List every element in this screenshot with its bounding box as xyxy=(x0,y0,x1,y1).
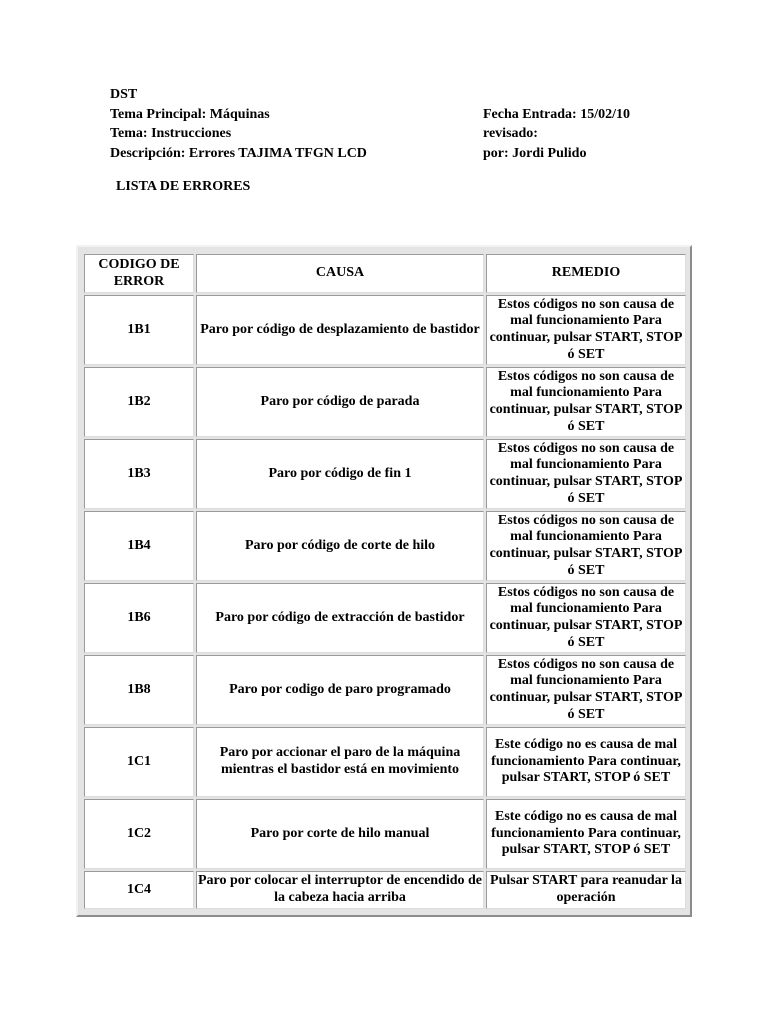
error-cause: Paro por código de extracción de bastidor xyxy=(196,583,484,653)
error-remedy: Estos códigos no son causa de mal funcionamiento Para continuar, pulsar START, STOP ó SET xyxy=(486,367,686,437)
table-row xyxy=(84,871,686,909)
error-code: 1B8 xyxy=(84,655,194,725)
error-code: 1B1 xyxy=(84,295,194,365)
header-por: por: Jordi Pulido xyxy=(483,145,587,161)
error-cause: Paro por codigo de paro programado xyxy=(196,655,484,725)
table-row xyxy=(84,295,686,365)
table-row xyxy=(84,727,686,797)
error-code: 1C4 xyxy=(84,871,194,909)
header-revisado: revisado: xyxy=(483,126,538,141)
table-row xyxy=(84,367,686,437)
error-remedy: Estos códigos no son causa de mal funcionamiento Para continuar, pulsar START, STOP ó SET xyxy=(486,295,686,365)
table-row xyxy=(84,511,686,581)
header-causa: CAUSA xyxy=(196,254,484,293)
error-remedy: Estos códigos no son causa de mal funcionamiento Para continuar, pulsar START, STOP ó SET xyxy=(486,439,686,509)
header-row xyxy=(110,124,670,144)
table-row xyxy=(84,655,686,725)
header-row xyxy=(110,144,670,164)
header-tema: Tema: Instrucciones xyxy=(110,126,232,141)
error-remedy: Este código no es causa de mal funcionamiento Para continuar, pulsar START, STOP ó SET xyxy=(486,727,686,797)
error-code: 1B2 xyxy=(84,367,194,437)
table-header-row xyxy=(84,254,686,293)
error-remedy: Pulsar START para reanudar la operación xyxy=(486,871,686,909)
header-tema-principal: Tema Principal: Máquinas xyxy=(110,106,270,122)
error-code: 1B4 xyxy=(84,511,194,581)
error-cause: Paro por código de parada xyxy=(196,367,484,437)
error-remedy: Estos códigos no son causa de mal funcionamiento Para continuar, pulsar START, STOP ó SET xyxy=(486,511,686,581)
table-row xyxy=(84,439,686,509)
error-cause: Paro por colocar el interruptor de encendido de la cabeza hacia arriba xyxy=(196,871,484,909)
error-table-frame xyxy=(76,245,692,917)
error-cause: Paro por código de corte de hilo xyxy=(196,511,484,581)
header-dst: DST xyxy=(110,87,138,102)
error-code: 1C2 xyxy=(84,799,194,869)
error-remedy: Estos códigos no son causa de mal funcionamiento Para continuar, pulsar START, STOP ó SET xyxy=(486,655,686,725)
list-title: LISTA DE ERRORES xyxy=(116,179,251,194)
document-header xyxy=(110,85,670,163)
error-table xyxy=(82,252,688,911)
header-codigo: CODIGO DE ERROR xyxy=(84,254,194,293)
header-row xyxy=(110,85,670,105)
header-remedio: REMEDIO xyxy=(486,254,686,293)
error-code: 1B3 xyxy=(84,439,194,509)
table-row xyxy=(84,583,686,653)
error-remedy: Estos códigos no son causa de mal funcionamiento Para continuar, pulsar START, STOP ó SET xyxy=(486,583,686,653)
error-cause: Paro por código de desplazamiento de bastidor xyxy=(196,295,484,365)
header-row xyxy=(110,105,670,125)
header-descripcion: Descripción: Errores TAJIMA TFGN LCD xyxy=(110,145,367,161)
error-cause: Paro por corte de hilo manual xyxy=(196,799,484,869)
table-row xyxy=(84,799,686,869)
error-cause: Paro por código de fin 1 xyxy=(196,439,484,509)
error-cause: Paro por accionar el paro de la máquina mientras el bastidor está en movimiento xyxy=(196,727,484,797)
error-code: 1C1 xyxy=(84,727,194,797)
error-remedy: Este código no es causa de mal funcionamiento Para continuar, pulsar START, STOP ó SET xyxy=(486,799,686,869)
error-code: 1B6 xyxy=(84,583,194,653)
header-fecha-entrada: Fecha Entrada: 15/02/10 xyxy=(483,106,630,122)
